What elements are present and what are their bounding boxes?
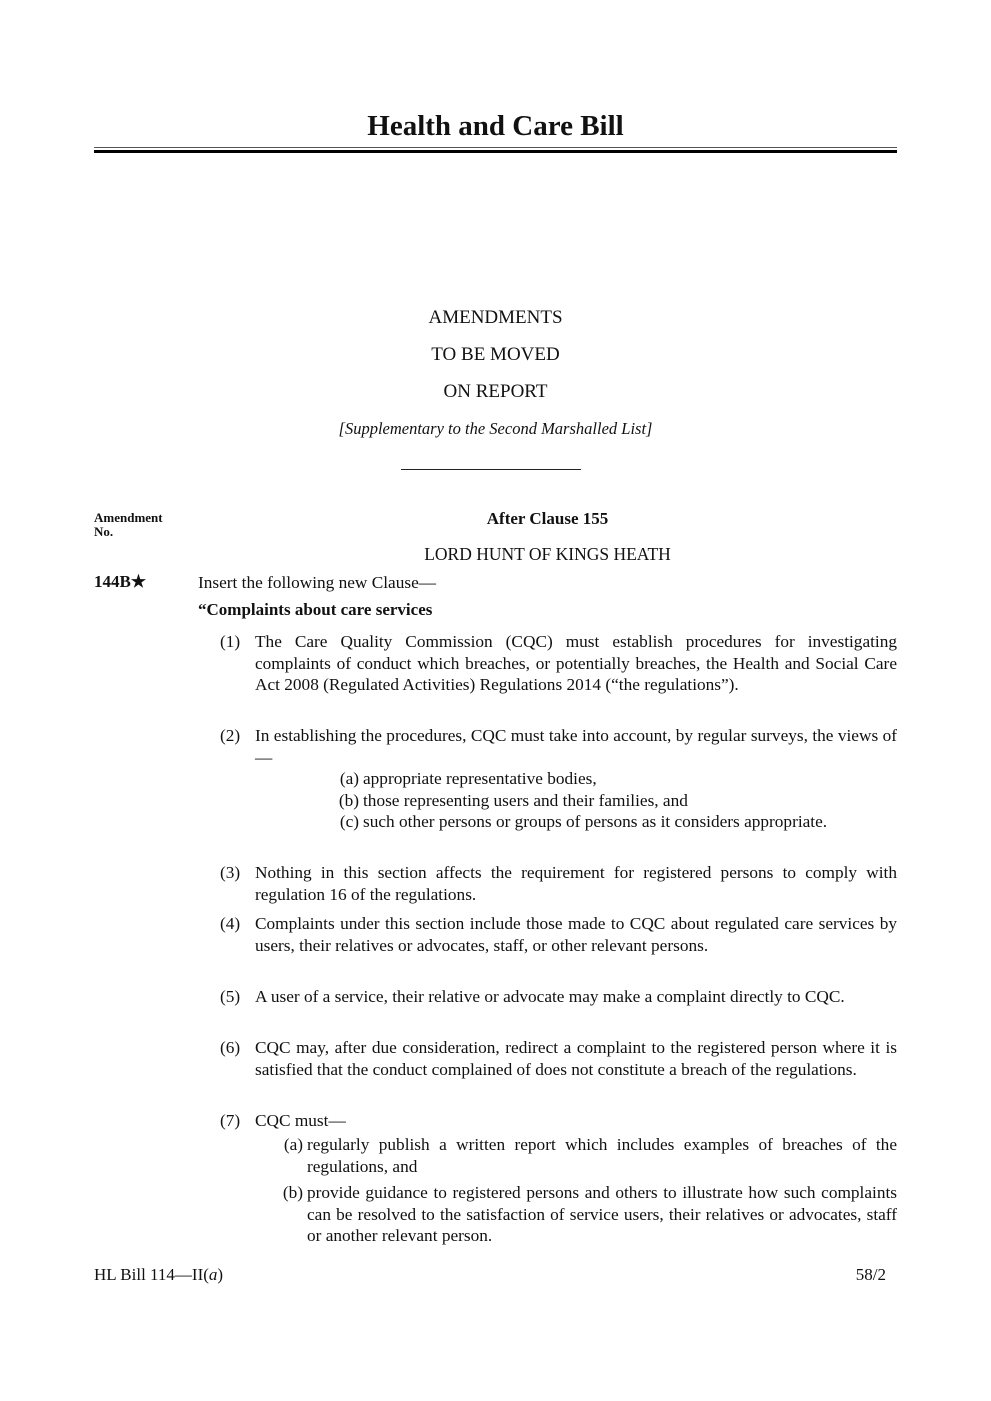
- amendment-number: 144B★: [94, 572, 147, 591]
- subsection-text: In establishing the procedures, CQC must take into account, by regular surveys, the views of—: [255, 726, 897, 767]
- paragraph-7a: [272, 1134, 897, 1177]
- subsection-number: (5): [220, 987, 241, 1006]
- cover-line-amendments: AMENDMENTS: [428, 307, 563, 328]
- subsection-number: (7): [220, 1111, 241, 1130]
- subsection-7: [220, 1110, 897, 1132]
- cover-line-on-report: ON REPORT: [443, 381, 548, 402]
- subsection-number: (2): [220, 726, 241, 745]
- clause-heading: After Clause 155: [486, 509, 609, 528]
- subsection-number: (6): [220, 1038, 241, 1057]
- new-clause-title: “Complaints about care services: [198, 600, 433, 619]
- subsection-text: CQC may, after due consideration, redirect a complaint to the registered person where it is satisfied that the conduct complained of does not constitute a breach of the regulations.: [255, 1038, 897, 1079]
- title-rule-thin: [94, 147, 897, 148]
- paragraph-text: such other persons or groups of persons as it considers appropriate.: [363, 812, 828, 831]
- amendment-instruction: Insert the following new Clause—: [198, 573, 437, 592]
- subsection-text: The Care Quality Commission (CQC) must establish procedures for investigating complaints of conduct which breaches, or potentially breaches, the Health and Social Care Act 2008 (Regulated Activities) Regulations 2014 (“the regulations”).: [255, 632, 897, 694]
- amendment-number-label-text: Amendment No.: [94, 510, 163, 539]
- paragraph-text: those representing users and their families, and: [363, 791, 688, 810]
- bill-reference-italic: a: [208, 1265, 218, 1284]
- subsection-1: [220, 631, 897, 696]
- subsection-text: Complaints under this section include those made to CQC about regulated care services by users, their relatives or advocates, staff, or other relevant persons.: [255, 914, 897, 955]
- paragraph-text: appropriate representative bodies,: [363, 769, 597, 788]
- paragraph-number: (a): [339, 769, 359, 788]
- subsection-6: [220, 1037, 897, 1080]
- title-rule-thick: [94, 150, 897, 153]
- bill-title: Health and Care Bill: [367, 110, 624, 142]
- paragraph-7b: [272, 1182, 897, 1247]
- paragraph-number: (c): [339, 812, 359, 831]
- subsection-number: (4): [220, 914, 241, 933]
- paragraph-number: (b): [338, 791, 359, 810]
- subsection-5: [220, 986, 897, 1008]
- paragraph-text: provide guidance to registered persons and others to illustrate how such complaints can be resolved to the satisfaction of service users, their relatives or advocates, staff or another relevant person.: [307, 1183, 897, 1245]
- cover-line-to-be-moved: TO BE MOVED: [431, 344, 560, 365]
- subsection-3: [220, 862, 897, 905]
- subsection-2: [220, 725, 897, 768]
- paragraph-number: (a): [283, 1135, 303, 1154]
- bill-reference-suffix: ): [217, 1265, 224, 1284]
- supplementary-note: [Supplementary to the Second Marshalled List]: [338, 419, 653, 438]
- member-name: LORD HUNT OF KINGS HEATH: [424, 544, 671, 564]
- subsection-4: [220, 913, 897, 956]
- amendment-number-label: [94, 511, 184, 539]
- subsection-number: (3): [220, 863, 241, 882]
- page-reference: 58/2: [855, 1265, 886, 1284]
- paragraph-2b: [328, 790, 897, 812]
- subsection-text: A user of a service, their relative or advocate may make a complaint directly to CQC.: [255, 987, 845, 1006]
- subsection-text: Nothing in this section affects the requirement for registered persons to comply with regulation 16 of the regulations.: [255, 863, 897, 904]
- subsection-number: (1): [220, 632, 241, 651]
- paragraph-2c: [328, 811, 897, 833]
- bill-reference: [94, 1265, 223, 1285]
- subsection-text: CQC must—: [255, 1111, 346, 1130]
- paragraph-number: (b): [282, 1183, 303, 1202]
- paragraph-text: regularly publish a written report which includes examples of breaches of the regulations, and: [307, 1135, 897, 1176]
- section-divider: [401, 469, 581, 470]
- bill-reference-prefix: HL Bill 114—II(: [94, 1265, 209, 1284]
- paragraph-2a: [328, 768, 897, 790]
